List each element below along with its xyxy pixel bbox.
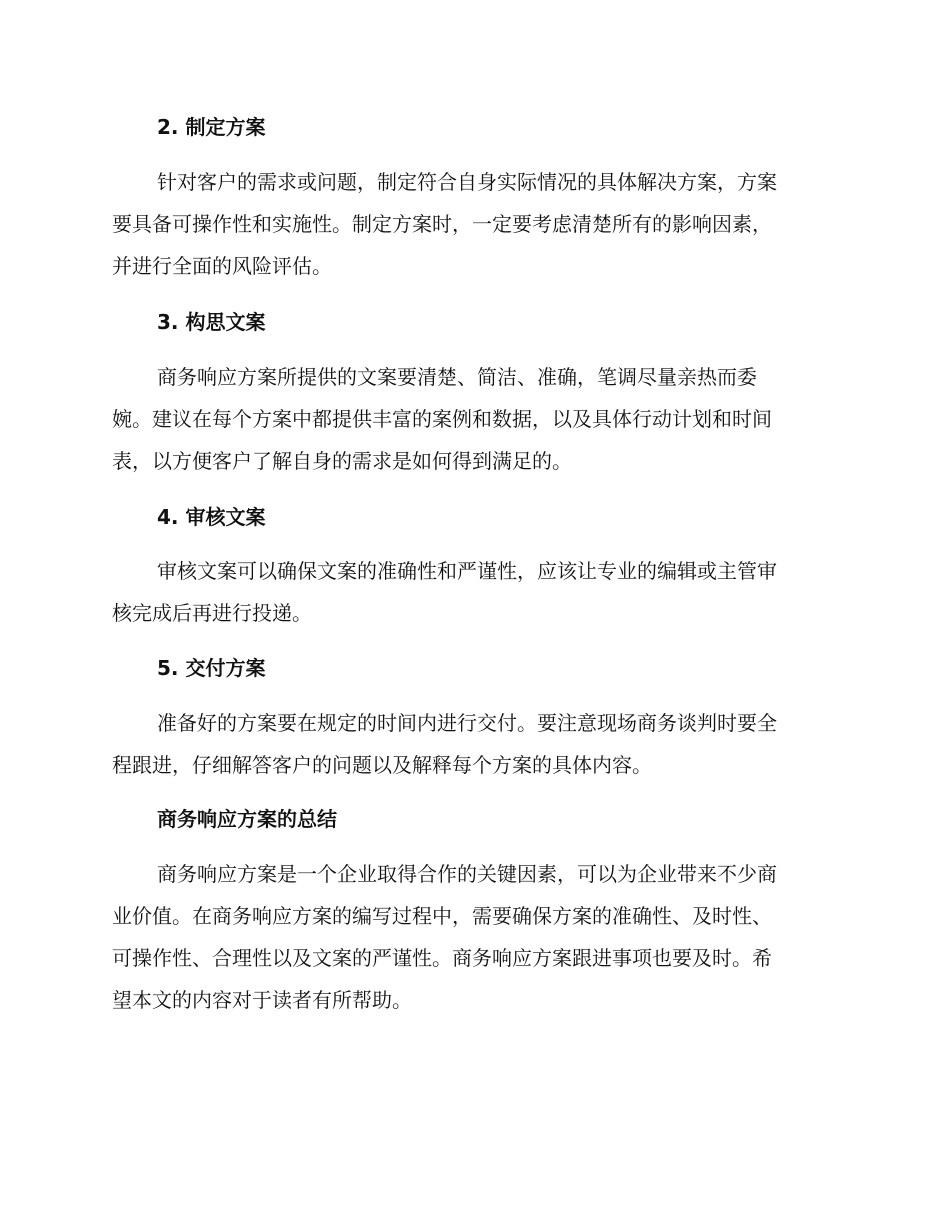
section-heading: 2. 制定方案 [157, 115, 266, 139]
section-heading: 5. 交付方案 [157, 656, 266, 680]
section-paragraph [112, 853, 832, 1021]
section-paragraph [112, 702, 832, 786]
paragraph-line: 程跟进，仔细解答客户的问题以及解释每个方案的具体内容。 [112, 753, 652, 777]
paragraph-line: 针对客户的需求或问题，制定符合自身实际情况的具体解决方案，方案 [157, 170, 777, 194]
section-heading: 商务响应方案的总结 [157, 807, 337, 831]
paragraph-line: 商务响应方案是一个企业取得合作的关键因素，可以为企业带来不少商 [157, 862, 777, 886]
section-paragraph [112, 356, 832, 482]
paragraph-line: 可操作性、合理性以及文案的严谨性。商务响应方案跟进事项也要及时。希 [112, 946, 772, 970]
paragraph-line: 核完成后再进行投递。 [112, 601, 312, 625]
paragraph-line: 准备好的方案要在规定的时间内进行交付。要注意现场商务谈判时要全 [157, 711, 777, 735]
paragraph-line: 业价值。在商务响应方案的编写过程中，需要确保方案的准确性、及时性、 [112, 904, 772, 928]
section-heading: 4. 审核文案 [157, 505, 266, 529]
paragraph-line: 商务响应方案所提供的文案要清楚、简洁、准确，笔调尽量亲热而委 [157, 365, 757, 389]
section-paragraph [112, 161, 832, 287]
paragraph-line: 望本文的内容对于读者有所帮助。 [112, 988, 412, 1012]
paragraph-line: 婉。建议在每个方案中都提供丰富的案例和数据，以及具体行动计划和时间 [112, 407, 772, 431]
paragraph-line: 并进行全面的风险评估。 [112, 254, 332, 278]
section-heading: 3. 构思文案 [157, 310, 266, 334]
paragraph-line: 表，以方便客户了解自身的需求是如何得到满足的。 [112, 449, 572, 473]
paragraph-line: 审核文案可以确保文案的准确性和严谨性，应该让专业的编辑或主管审 [157, 559, 777, 583]
section-paragraph [112, 550, 832, 634]
paragraph-line: 要具备可操作性和实施性。制定方案时，一定要考虑清楚所有的影响因素， [112, 212, 772, 236]
